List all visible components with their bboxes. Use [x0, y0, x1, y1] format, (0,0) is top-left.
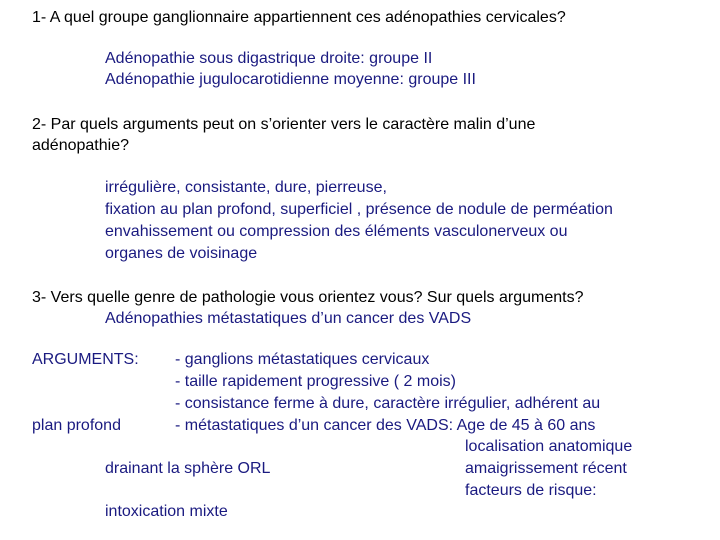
argument-item-1: - ganglions métastatiques cervicaux — [175, 351, 430, 368]
amaigrissement-text: amaigrissement récent — [465, 460, 627, 477]
argument-item-2: - taille rapidement progressive ( 2 mois) — [175, 373, 456, 390]
intoxication-text: intoxication mixte — [105, 503, 228, 520]
plan-profond-text: plan profond — [32, 417, 121, 434]
q2-answer-2: fixation au plan profond, superficiel , présence de nodule de perméation — [105, 201, 613, 218]
facteurs-text: facteurs de risque: — [465, 482, 597, 499]
argument-item-3: - consistance ferme à dure, caractère irrégulier, adhérent au — [175, 395, 601, 412]
question-1: 1- A quel groupe ganglionnaire appartiennent ces adénopathies cervicales? — [32, 9, 566, 26]
q2-answer-1: irrégulière, consistante, dure, pierreuse, — [105, 179, 387, 196]
localisation-text: localisation anatomique — [465, 438, 633, 455]
q2-answer-4: organes de voisinage — [105, 245, 258, 262]
question-2-line-2: adénopathie? — [32, 137, 129, 154]
question-3: 3- Vers quelle genre de pathologie vous orientez vous? Sur quels arguments? — [32, 289, 584, 306]
q2-answer-3: envahissement ou compression des éléments vasculonerveux ou — [105, 223, 568, 240]
q3-answer: Adénopathies métastatiques d’un cancer des VADS — [105, 310, 472, 327]
argument-item-4: - métastatiques d’un cancer des VADS: Age de 45 à 60 ans — [175, 417, 596, 434]
q1-answer-1: Adénopathie sous digastrique droite: groupe II — [105, 50, 433, 67]
arguments-label: ARGUMENTS: — [32, 351, 139, 368]
question-2-line-1: 2- Par quels arguments peut on s’orienter vers le caractère malin d’une — [32, 116, 536, 133]
drainant-text: drainant la sphère ORL — [105, 460, 271, 477]
q1-answer-2: Adénopathie jugulocarotidienne moyenne: groupe III — [105, 71, 476, 88]
